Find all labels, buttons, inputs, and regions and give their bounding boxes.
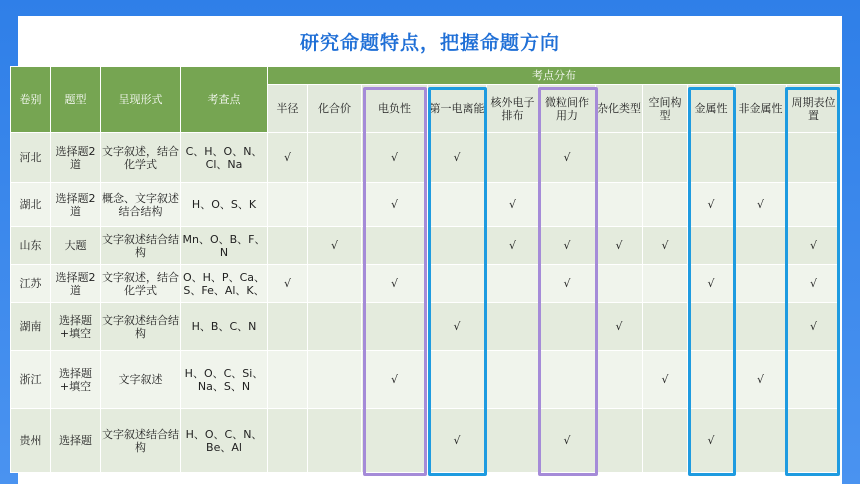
province-cell: 山东 bbox=[11, 227, 51, 265]
table-row bbox=[11, 351, 841, 409]
points-cell: H、O、S、K bbox=[181, 183, 268, 227]
form-cell: 文字叙述结合结构 bbox=[101, 409, 181, 473]
mark-cell: √ bbox=[539, 409, 596, 473]
mark-cell bbox=[787, 351, 841, 409]
mark-cell bbox=[735, 227, 787, 265]
mark-cell bbox=[362, 409, 428, 473]
mark-cell bbox=[308, 133, 362, 183]
mark-cell bbox=[688, 133, 735, 183]
mark-cell bbox=[487, 351, 539, 409]
table-row bbox=[11, 183, 841, 227]
province-cell: 湖北 bbox=[11, 183, 51, 227]
mark-cell: √ bbox=[787, 227, 841, 265]
table-row bbox=[11, 227, 841, 265]
mark-cell bbox=[596, 133, 643, 183]
mark-cell: √ bbox=[428, 409, 487, 473]
mark-cell bbox=[596, 265, 643, 303]
table-row bbox=[11, 265, 841, 303]
mark-cell bbox=[268, 303, 308, 351]
mark-cell bbox=[539, 351, 596, 409]
type-cell: 选择题2道 bbox=[51, 265, 101, 303]
mark-cell bbox=[428, 351, 487, 409]
form-cell: 文字叙述，结合化学式 bbox=[101, 133, 181, 183]
mark-cell: √ bbox=[362, 265, 428, 303]
mark-cell bbox=[735, 265, 787, 303]
mark-cell bbox=[428, 227, 487, 265]
subcol-header: 金属性 bbox=[688, 85, 735, 133]
group-header-distribution: 考点分布 bbox=[268, 67, 841, 85]
col-header-form: 呈现形式 bbox=[101, 67, 181, 133]
points-cell: H、B、C、N bbox=[181, 303, 268, 351]
mark-cell bbox=[308, 409, 362, 473]
subcol-header: 电负性 bbox=[362, 85, 428, 133]
mark-cell bbox=[688, 303, 735, 351]
col-header-type: 题型 bbox=[51, 67, 101, 133]
mark-cell: √ bbox=[596, 227, 643, 265]
form-cell: 文字叙述结合结构 bbox=[101, 303, 181, 351]
province-cell: 浙江 bbox=[11, 351, 51, 409]
mark-cell bbox=[643, 409, 688, 473]
mark-cell: √ bbox=[688, 265, 735, 303]
mark-cell: √ bbox=[539, 227, 596, 265]
points-cell: Mn、O、B、F、N bbox=[181, 227, 268, 265]
type-cell: 选择题2道 bbox=[51, 183, 101, 227]
mark-cell bbox=[308, 265, 362, 303]
mark-cell: √ bbox=[596, 303, 643, 351]
subcol-header: 非金属性 bbox=[735, 85, 787, 133]
mark-cell bbox=[268, 409, 308, 473]
type-cell: 选择题+填空 bbox=[51, 351, 101, 409]
col-header-province: 卷别 bbox=[11, 67, 51, 133]
mark-cell bbox=[487, 265, 539, 303]
mark-cell bbox=[787, 183, 841, 227]
province-cell: 河北 bbox=[11, 133, 51, 183]
subcol-header: 第一电离能 bbox=[428, 85, 487, 133]
table-row bbox=[11, 303, 841, 351]
mark-cell: √ bbox=[268, 133, 308, 183]
subcol-header: 杂化类型 bbox=[596, 85, 643, 133]
province-cell: 江苏 bbox=[11, 265, 51, 303]
mark-cell: √ bbox=[787, 303, 841, 351]
mark-cell bbox=[308, 351, 362, 409]
mark-cell: √ bbox=[487, 183, 539, 227]
mark-cell bbox=[596, 183, 643, 227]
mark-cell bbox=[487, 409, 539, 473]
mark-cell bbox=[487, 303, 539, 351]
mark-cell bbox=[787, 133, 841, 183]
province-cell: 湖南 bbox=[11, 303, 51, 351]
mark-cell bbox=[735, 133, 787, 183]
mark-cell bbox=[308, 183, 362, 227]
exam-analysis-table bbox=[10, 66, 841, 473]
mark-cell bbox=[268, 227, 308, 265]
form-cell: 文字叙述，结合化学式 bbox=[101, 265, 181, 303]
province-cell: 贵州 bbox=[11, 409, 51, 473]
mark-cell: √ bbox=[268, 265, 308, 303]
mark-cell bbox=[428, 265, 487, 303]
points-cell: O、H、P、Ca、S、Fe、Al、K、 bbox=[181, 265, 268, 303]
type-cell: 选择题 bbox=[51, 409, 101, 473]
slide-title: 研究命题特点，把握命题方向 bbox=[299, 32, 560, 54]
points-cell: H、O、C、Si、Na、S、N bbox=[181, 351, 268, 409]
subcol-header: 核外电子排布 bbox=[487, 85, 539, 133]
mark-cell bbox=[596, 409, 643, 473]
mark-cell: √ bbox=[428, 303, 487, 351]
type-cell: 选择题+填空 bbox=[51, 303, 101, 351]
mark-cell bbox=[735, 303, 787, 351]
mark-cell bbox=[643, 133, 688, 183]
subcol-header: 化合价 bbox=[308, 85, 362, 133]
form-cell: 文字叙述 bbox=[101, 351, 181, 409]
mark-cell: √ bbox=[362, 183, 428, 227]
table-row bbox=[11, 133, 841, 183]
mark-cell bbox=[688, 227, 735, 265]
mark-cell bbox=[596, 351, 643, 409]
mark-cell: √ bbox=[487, 227, 539, 265]
type-cell: 大题 bbox=[51, 227, 101, 265]
mark-cell: √ bbox=[688, 183, 735, 227]
mark-cell: √ bbox=[787, 265, 841, 303]
mark-cell bbox=[735, 409, 787, 473]
form-cell: 概念、文字叙述结合结构 bbox=[101, 183, 181, 227]
mark-cell bbox=[787, 409, 841, 473]
subcol-header: 微粒间作用力 bbox=[539, 85, 596, 133]
mark-cell: √ bbox=[735, 351, 787, 409]
points-cell: H、O、C、N、Be、Al bbox=[181, 409, 268, 473]
mark-cell bbox=[362, 303, 428, 351]
subcol-header: 周期表位置 bbox=[787, 85, 841, 133]
mark-cell bbox=[643, 303, 688, 351]
mark-cell: √ bbox=[735, 183, 787, 227]
mark-cell: √ bbox=[688, 409, 735, 473]
mark-cell bbox=[268, 183, 308, 227]
mark-cell: √ bbox=[539, 265, 596, 303]
type-cell: 选择题2道 bbox=[51, 133, 101, 183]
table-row bbox=[11, 409, 841, 473]
mark-cell bbox=[362, 227, 428, 265]
mark-cell: √ bbox=[643, 227, 688, 265]
subcol-header: 空间构型 bbox=[643, 85, 688, 133]
mark-cell bbox=[487, 133, 539, 183]
mark-cell bbox=[539, 183, 596, 227]
points-cell: C、H、O、N、Cl、Na bbox=[181, 133, 268, 183]
subcol-header: 半径 bbox=[268, 85, 308, 133]
mark-cell: √ bbox=[428, 133, 487, 183]
mark-cell bbox=[428, 183, 487, 227]
mark-cell: √ bbox=[362, 133, 428, 183]
mark-cell bbox=[539, 303, 596, 351]
mark-cell: √ bbox=[308, 227, 362, 265]
mark-cell: √ bbox=[362, 351, 428, 409]
mark-cell: √ bbox=[643, 351, 688, 409]
mark-cell: √ bbox=[539, 133, 596, 183]
mark-cell bbox=[643, 265, 688, 303]
mark-cell bbox=[308, 303, 362, 351]
mark-cell bbox=[688, 351, 735, 409]
mark-cell bbox=[643, 183, 688, 227]
form-cell: 文字叙述结合结构 bbox=[101, 227, 181, 265]
mark-cell bbox=[268, 351, 308, 409]
col-header-points: 考查点 bbox=[181, 67, 268, 133]
